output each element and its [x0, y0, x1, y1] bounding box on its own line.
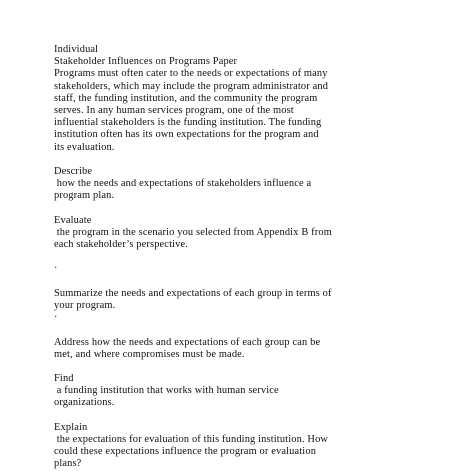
- bullet-marker: ·: [54, 312, 58, 324]
- intro-paragraph: [54, 68, 404, 153]
- evaluate-instruction: [54, 215, 404, 252]
- find-instruction: [54, 373, 404, 410]
- paragraph-line: the expectations for evaluation of this funding institution. How: [54, 434, 329, 445]
- instruction-verb: Explain: [54, 421, 88, 433]
- paragraph-line: program plan.: [54, 190, 115, 202]
- paragraph-line: serves. In any human services program, one of the most: [54, 104, 294, 116]
- paragraph-line: met, and where compromises must be made.: [54, 348, 245, 360]
- address-instruction: [54, 337, 404, 361]
- describe-instruction: [54, 166, 404, 203]
- document-header: [54, 44, 404, 68]
- document-page: [54, 44, 404, 471]
- explain-instruction: [54, 422, 404, 471]
- document-title: Stakeholder Influences on Programs Paper: [54, 56, 238, 68]
- paragraph-line: plans?: [54, 458, 82, 470]
- instruction-verb: Evaluate: [54, 214, 92, 226]
- paragraph-line: how the needs and expectations of stakeholders influence a: [54, 178, 312, 190]
- paragraph-line: stakeholders, which may include the program administrator and: [54, 80, 329, 92]
- paragraph-line: the program in the scenario you selected from Appendix B from: [54, 226, 332, 238]
- paragraph-line: organizations.: [54, 397, 115, 409]
- paragraph-line: Programs must often cater to the needs or expectations of many: [54, 68, 328, 80]
- paragraph-line: staff, the funding institution, and the community the program: [54, 92, 318, 104]
- paragraph-line: institution often has its own expectations for the program and: [54, 129, 319, 141]
- bullet-marker: ·: [54, 263, 58, 275]
- paragraph-line: your program.: [54, 299, 116, 311]
- instruction-verb: Find: [54, 373, 74, 385]
- label-individual: Individual: [54, 44, 99, 55]
- paragraph-line: Address how the needs and expectations of each group can be: [54, 336, 321, 348]
- instruction-verb: Describe: [54, 165, 93, 177]
- paragraph-line: a funding institution that works with human service: [54, 385, 279, 397]
- paragraph-line: influential stakeholders is the funding institution. The funding: [54, 117, 322, 129]
- paragraph-line: could these expectations influence the program or evaluation: [54, 446, 317, 458]
- paragraph-line: its evaluation.: [54, 141, 115, 153]
- paragraph-line: Summarize the needs and expectations of each group in terms of: [54, 287, 332, 299]
- paragraph-line: each stakeholder’s perspective.: [54, 239, 188, 250]
- summarize-instruction: [54, 288, 404, 312]
